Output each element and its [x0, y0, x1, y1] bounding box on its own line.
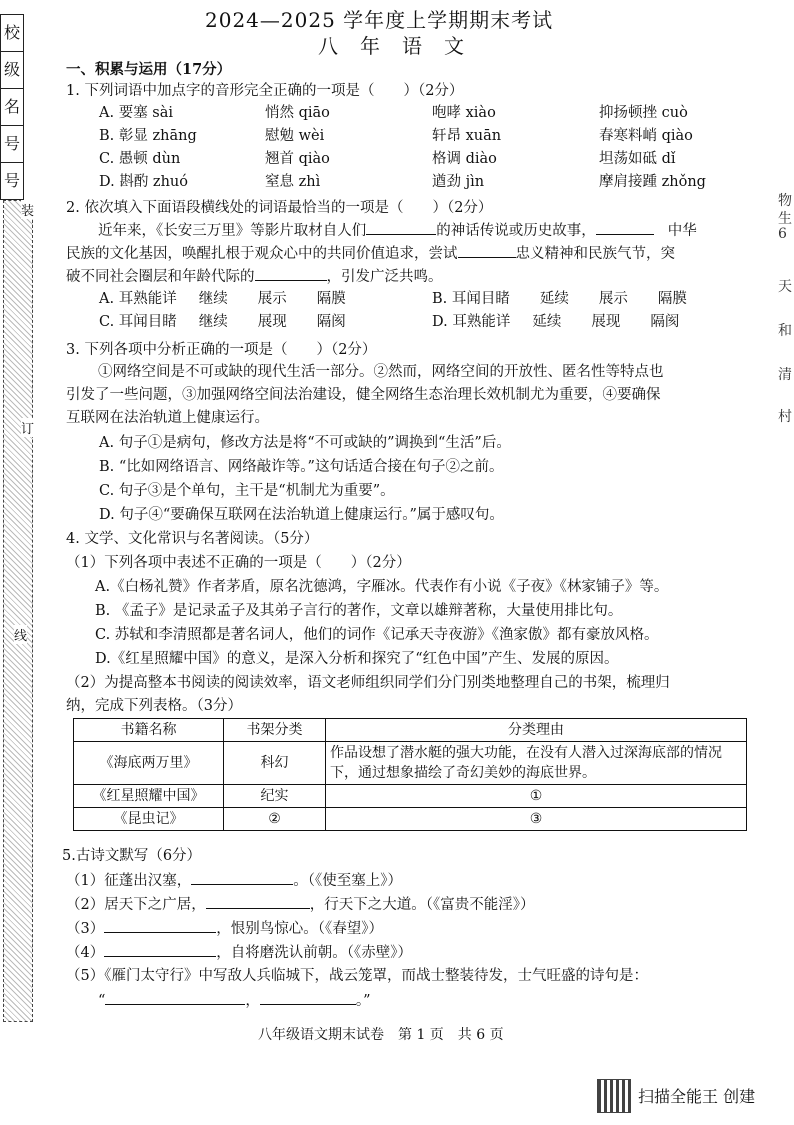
q4-option-b: B. 《孟子》是记录孟子及其弟子言行的著作，文章以雄辩著称，大量使用排比句。: [95, 603, 623, 619]
binding-school-box: 校: [0, 14, 24, 52]
q2-text: 近年来，《长安三万里》等影片取材自人们: [98, 223, 367, 239]
q3-passage-line1: ①网络空间是不可或缺的现代生活一部分。②然而，网络空间的开放性、匿名性等特点也: [98, 364, 664, 380]
table-cell: 《海底两万里》: [74, 742, 224, 785]
bookshelf-table: [73, 718, 747, 831]
exam-subtitle: 八年语文: [318, 34, 486, 58]
q5-blank-5[interactable]: [105, 990, 245, 1005]
q1-option-cell: 咆哮 xiào: [432, 105, 496, 121]
table-answer-cell[interactable]: ③: [326, 808, 747, 831]
q5-line1: （1）征蓬出汉塞， 。（《使至塞上》）: [66, 870, 402, 891]
q1-option-a: A. 要塞 sài: [99, 105, 174, 121]
q5-line5: （5）《雁门太守行》中写敌人兵临城下，战云笼罩，而战士整装待发，士气旺盛的诗句是：: [66, 968, 648, 984]
table-header: 书架分类: [224, 719, 326, 742]
q1-option-cell: 遒劲 jìn: [432, 174, 485, 190]
section-title: 一、积累与运用（17分）: [66, 61, 232, 78]
q2-blank-4[interactable]: [255, 266, 327, 281]
exam-title: 2024—2025 学年度上学期期末考试: [205, 8, 554, 32]
q1-option-cell: 悄然 qiāo: [265, 105, 330, 121]
q3-passage-line3: 互联网在法治轨道上健康运行。: [66, 410, 269, 426]
q4-sub1-stem: （1）下列各项中表述不正确的一项是（ ）（2分）: [66, 555, 411, 571]
q1-stem: 1. 下列词语中加点字的音形完全正确的一项是（ ）（2分）: [66, 83, 464, 99]
q2-text: 忠义精神和民族气节，突: [515, 246, 675, 262]
right-margin-char: 清: [778, 367, 792, 383]
q5-blank-4[interactable]: [104, 942, 216, 957]
q2-option-a: A. 耳熟能详 继续 展示 隔膜: [99, 291, 346, 307]
q2-passage-line2: [66, 243, 675, 264]
q1-option-cell: 春寒料峭 qiào: [599, 128, 693, 144]
q5-line2: （2）居天下之广居， ，行天下之大道。（《富贵不能淫》）: [66, 894, 534, 915]
q2-text: 的神话传说或历史故事，: [436, 223, 596, 239]
table-cell: 作品设想了潜水艇的强大功能，在没有人潜入过深海底部的情况下，通过想象描绘了奇幻美妙的海底世界。: [326, 742, 747, 785]
table-header-row: [74, 719, 747, 742]
scanner-watermark: 扫描全能王 创建: [638, 1087, 756, 1106]
q2-option-d: D. 耳熟能详 延续 展现 隔阂: [432, 314, 680, 330]
q4-sub2-stem-line1: （2）为提高整本书阅读的阅读效率，语文老师组织同学们分门别类地整理自己的书架，梳理归: [66, 675, 670, 691]
q1-option-cell: 翘首 qiào: [265, 151, 330, 167]
q1-option-cell: 坦荡如砥 dǐ: [599, 151, 676, 167]
right-margin-char: 村: [778, 409, 792, 425]
q2-blank-1[interactable]: [366, 220, 436, 235]
q2-passage-line1: [98, 220, 697, 241]
table-cell: 科幻: [224, 742, 326, 785]
table-header: 书籍名称: [74, 719, 224, 742]
q1-option-cell: 抑扬顿挫 cuò: [599, 105, 688, 121]
q5-blank-6[interactable]: [260, 990, 356, 1005]
q2-option-c: C. 耳闻目睹 继续 展现 隔阂: [99, 314, 346, 330]
q1-option-d: D. 斟酌 zhuó: [99, 174, 188, 190]
q4-option-d: D.《红星照耀中国》的意义，是深入分析和探究了“红色中国”产生、发展的原因。: [95, 651, 619, 667]
q4-option-c: C. 苏轼和李清照都是著名词人，他们的词作《记承天寺夜游》《渔家傲》都有豪放风格。: [95, 627, 659, 643]
q4-stem: 4. 文学、文化常识与名著阅读。（5分）: [66, 531, 319, 547]
binding-char-xian: 线: [14, 625, 27, 644]
q5-stem: 5.古诗文默写（6分）: [62, 848, 202, 864]
q1-option-cell: 轩昂 xuān: [432, 128, 502, 144]
binding-char-zhuang: 装: [21, 200, 34, 219]
right-margin-char: 和: [778, 323, 792, 339]
table-row: [74, 808, 747, 831]
binding-class-box: 级: [0, 51, 24, 89]
table-row: [74, 742, 747, 785]
qr-code-icon: [597, 1079, 631, 1113]
q1-option-cell: 格调 diào: [432, 151, 497, 167]
page-footer: 八年级语文期末试卷 第 1 页 共 6 页: [258, 1027, 504, 1043]
q5-line3: （3） ，恨别鸟惊心。（《春望》）: [66, 918, 383, 939]
q1-option-cell: 慰勉 wèi: [265, 128, 325, 144]
q5-blank-1[interactable]: [191, 870, 293, 885]
q2-text: 中华: [667, 223, 697, 239]
right-margin-char: 生: [778, 211, 792, 227]
binding-hatch: [3, 200, 33, 1022]
table-cell: 《红星照耀中国》: [74, 785, 224, 808]
q3-stem: 3. 下列各项中分析正确的一项是（ ）（2分）: [66, 342, 377, 358]
q5-line4: （4） ，自将磨洗认前朝。（《赤壁》）: [66, 942, 412, 963]
table-answer-cell[interactable]: ①: [326, 785, 747, 808]
q2-text: 破不同社会圈层和年龄代际的: [66, 269, 255, 285]
q2-blank-2[interactable]: [596, 220, 654, 235]
q2-passage-line3: [66, 266, 443, 287]
q2-blank-3[interactable]: [458, 243, 516, 258]
q3-option-d: D. 句子④“要确保互联网在法治轨道上健康运行。”属于感叹句。: [99, 507, 504, 523]
table-cell: 纪实: [224, 785, 326, 808]
q1-option-cell: 窒息 zhì: [265, 174, 321, 190]
q2-option-b: B. 耳闻目睹 延续 展示 隔膜: [432, 291, 687, 307]
q2-stem: 2. 依次填入下面语段横线处的词语最恰当的一项是（ ）（2分）: [66, 200, 493, 216]
q1-option-cell: 摩肩接踵 zhǒng: [599, 174, 706, 190]
q5-blank-3[interactable]: [104, 918, 216, 933]
q2-text: ，引发广泛共鸣。: [326, 269, 443, 285]
q5-line6: “ ， 。”: [98, 990, 371, 1011]
binding-name-box: 名: [0, 88, 24, 126]
q3-passage-line2: 引发了一些问题，③加强网络空间法治建设，健全网络生态治理长效机制尤为重要，④要确保: [66, 387, 661, 403]
table-answer-cell[interactable]: ②: [224, 808, 326, 831]
right-margin-char: 天: [778, 279, 792, 295]
table-header: 分类理由: [326, 719, 747, 742]
binding-char-ding: 订: [21, 418, 34, 437]
q1-option-b: B. 彰显 zhāng: [99, 128, 197, 144]
q1-option-c: C. 愚顿 dùn: [99, 151, 181, 167]
binding-seat-box: 号: [0, 162, 24, 200]
q4-sub2-stem-line2: 纳，完成下列表格。（3分）: [66, 698, 242, 714]
q5-blank-2[interactable]: [206, 894, 310, 909]
table-cell: 《昆虫记》: [74, 808, 224, 831]
q3-option-a: A. 句子①是病句，修改方法是将“不可或缺的”调换到“生活”后。: [99, 435, 511, 451]
right-margin-char: 物: [778, 193, 792, 209]
q4-option-a: A.《白杨礼赞》作者茅盾，原名沈德鸿，字雁冰。代表作有小说《子夜》《林家铺子》等。: [95, 579, 669, 595]
q2-text: 民族的文化基因，唤醒扎根于观众心中的共同价值追求，尝试: [66, 246, 458, 262]
right-margin-char: 6: [778, 226, 787, 242]
q3-option-c: C. 句子③是个单句，主干是“机制尤为重要”。: [99, 483, 395, 499]
table-row: [74, 785, 747, 808]
binding-number-box: 号: [0, 125, 24, 163]
q3-option-b: B. “比如网络语言、网络敲诈等。”这句话适合接在句子②之前。: [99, 459, 504, 475]
